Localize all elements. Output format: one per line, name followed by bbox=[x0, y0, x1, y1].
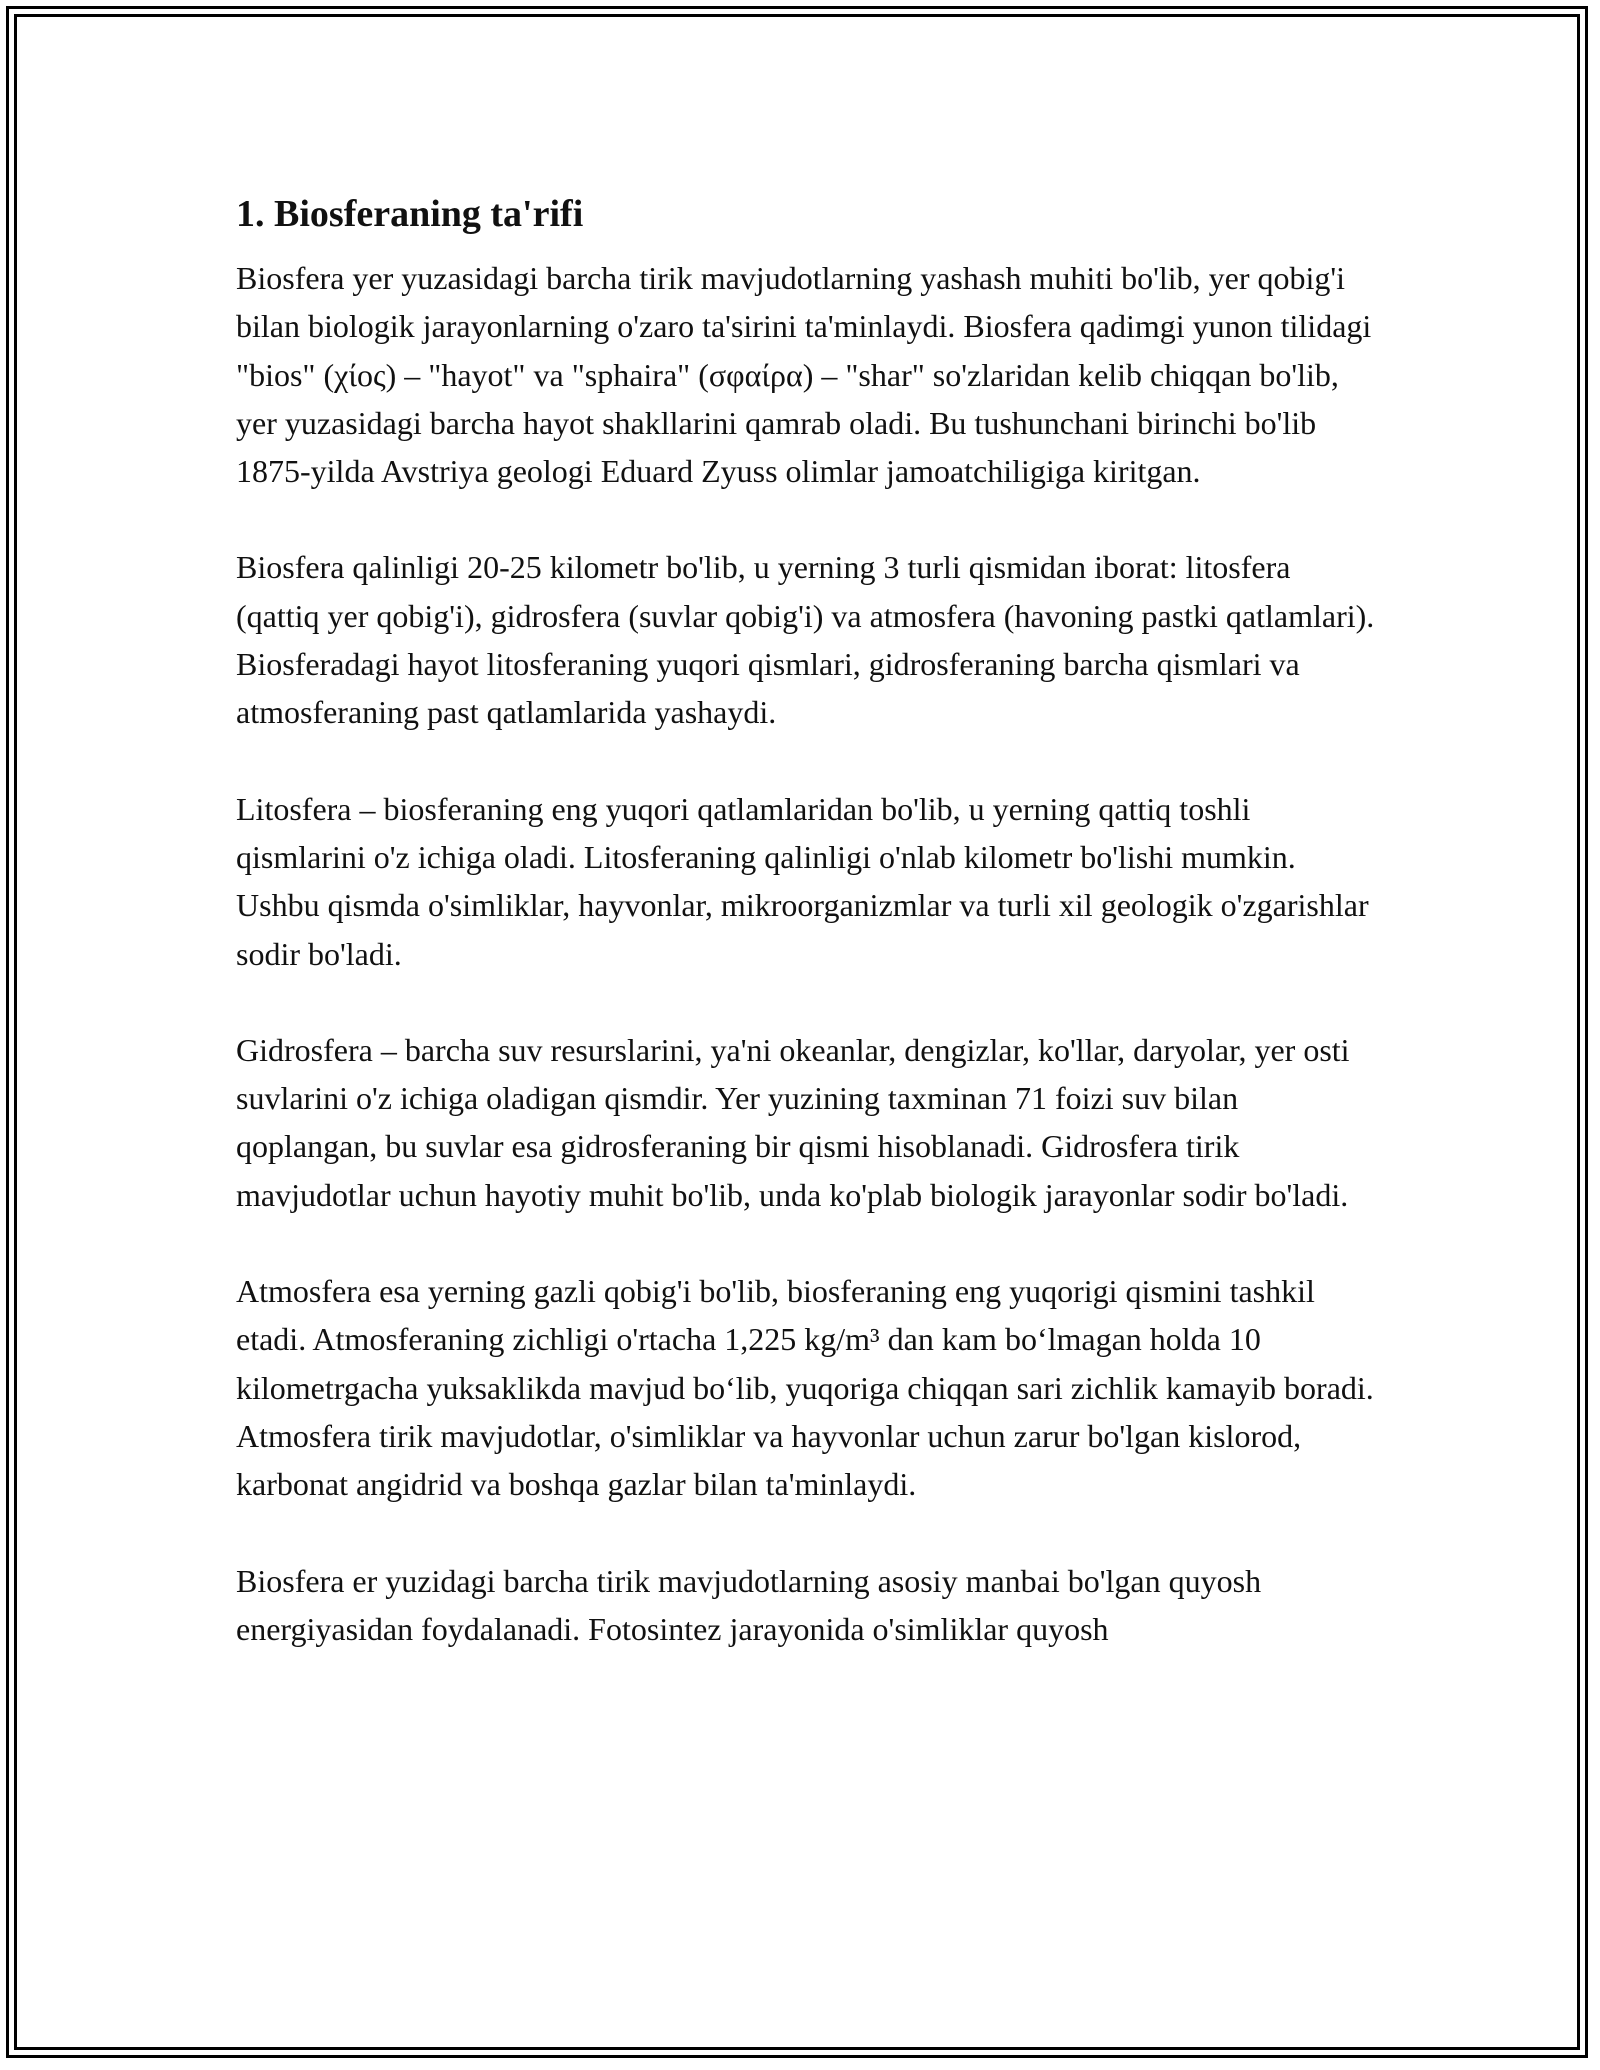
paragraph-lithosphere: Litosfera – biosferaning eng yuqori qatlamlaridan bo'lib, u yerning qattiq toshli qismlarini o'z ichiga oladi. Litosferaning qalinligi o'nlab kilometr bo'lishi mumkin. Ushbu qismda o'simliklar, hayvonlar, mikroorganizmlar va turli xil geologik o'zgarishlar sodir bo'ladi. bbox=[236, 790, 1369, 972]
paragraph-biosphere-thickness: Biosfera qalinligi 20-25 kilometr bo'lib, u yerning 3 turli qismidan iborat: litosfera (qattiq yer qobig'i), gidrosfera (suvlar qobig'i) va atmosfera (havoning pastki qatlamlari). Biosferadagi hayot litosferaning yuqori qismlari, gidrosferaning barcha qismlari va atmosferaning past qatlamlarida yashaydi. bbox=[236, 549, 1375, 731]
document-body bbox=[236, 186, 1376, 1653]
paragraph-hydrosphere: Gidrosfera – barcha suv resurslarini, ya'ni okeanlar, dengizlar, ko'llar, daryolar, yer osti suvlarini o'z ichiga oladigan qismdir. Yer yuzining taxminan 71 foizi suv bilan qoplangan, bu suvlar esa gidrosferaning bir qismi hisoblanadi. Gidrosfera tirik mavjudotlar uchun hayotiy muhit bo'lib, unda ko'plab biologik jarayonlar sodir bo'ladi. bbox=[236, 1031, 1350, 1213]
paragraph-biosphere-definition: Biosfera yer yuzasidagi barcha tirik mavjudotlarning yashash muhiti bo'lib, yer qobig'i bilan biologik jarayonlarning o'zaro ta'sirini ta'minlaydi. Biosfera qadimgi yunon tilidagi "bios" (χίος) – "hayot" va "sphaira" (σφαίρα) – "shar" so'zlaridan kelib chiqqan bo'lib, yer yuzasidagi barcha hayot shakllarini qamrab oladi. Bu tushunchani birinchi bo'lib 1875-yilda Avstriya geologi Eduard Zyuss olimlar jamoatchiligiga kiritgan. bbox=[236, 260, 1372, 490]
paragraph-atmosphere: Atmosfera esa yerning gazli qobig'i bo'lib, biosferaning eng yuqorigi qismini tashkil etadi. Atmosferaning zichligi o'rtacha 1,225 kg/m³ dan kam bo‘lmagan holda 10 kilometrgacha yuksaklikda mavjud bo‘lib, yuqoriga chiqqan sari zichlik kamayib boradi. Atmosfera tirik mavjudotlar, o'simliklar va hayvonlar uchun zarur bo'lgan kislorod, karbonat angidrid va boshqa gazlar bilan ta'minlaydi. bbox=[236, 1273, 1374, 1503]
paragraph-solar-energy: Biosfera er yuzidagi barcha tirik mavjudotlarning asosiy manbai bo'lgan quyosh energiyasidan foydalanadi. Fotosintez jarayonida o'simliklar quyosh bbox=[236, 1562, 1262, 1647]
section-heading: 1. Biosferaning ta'rifi bbox=[236, 193, 584, 235]
